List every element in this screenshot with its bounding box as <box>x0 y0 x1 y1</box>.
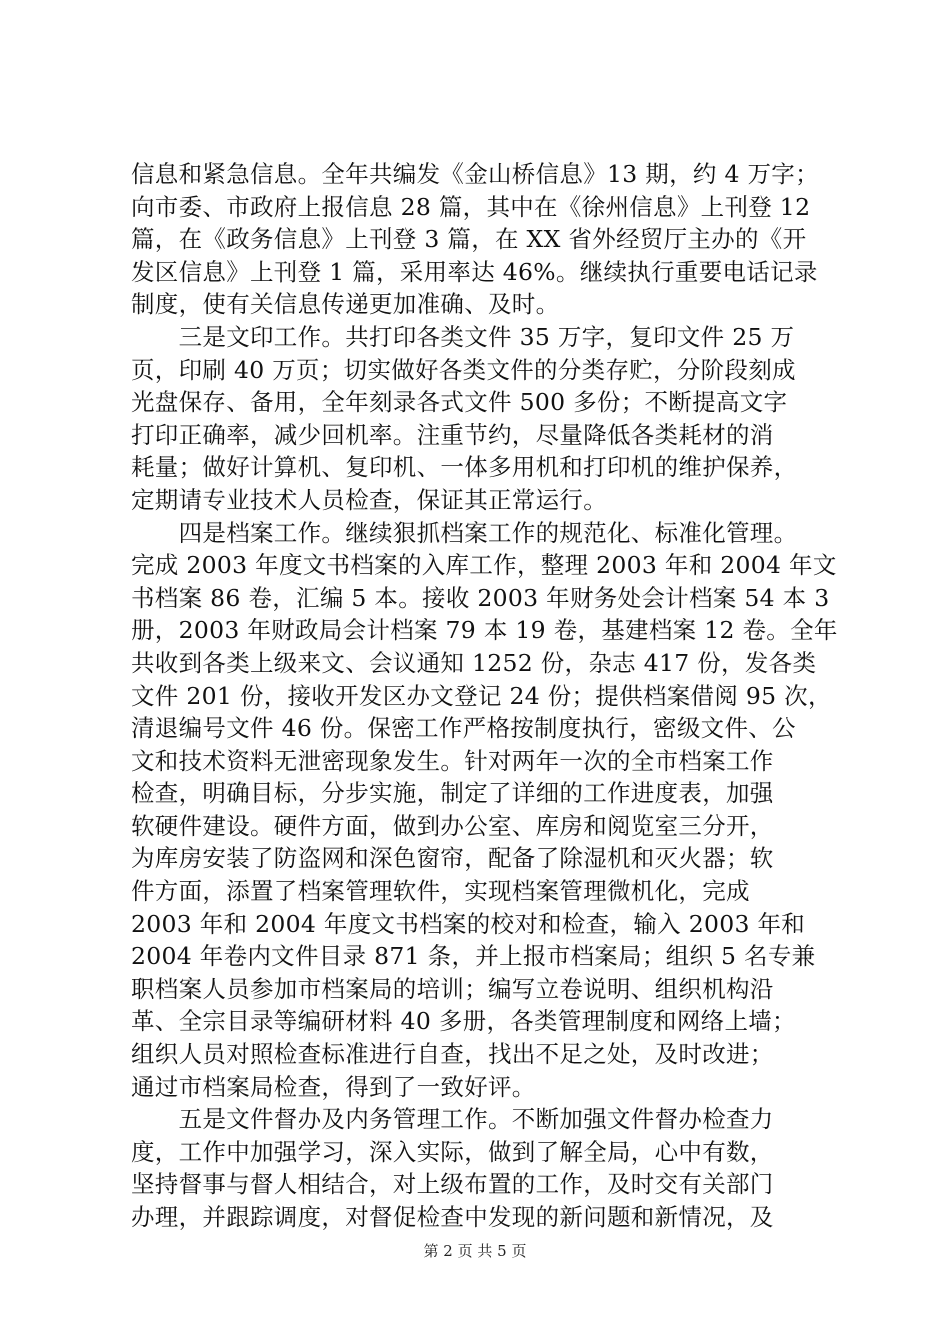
text-line: 革、全宗目录等编研材料 40 多册，各类管理制度和网络上墙； <box>131 1007 796 1036</box>
text-line: 共收到各类上级来文、会议通知 1252 份，杂志 417 份，发各类 <box>131 648 817 677</box>
text-line: 2004 年卷内文件目录 871 条，并上报市档案局；组织 5 名专兼 <box>131 942 816 971</box>
text-line: 职档案人员参加市档案局的培训；编写立卷说明、组织机构沿 <box>131 974 774 1003</box>
text-line: 办理，并跟踪调度，对督促检查中发现的新问题和新情况，及 <box>131 1203 774 1231</box>
text-line: 五是文件督办及内务管理工作。不断加强文件督办检查力 <box>131 1105 774 1134</box>
text-line: 书档案 86 卷，汇编 5 本。接收 2003 年财务处会计档案 54 本 3 <box>131 583 830 612</box>
text-line: 清退编号文件 46 份。保密工作严格按制度执行，密级文件、公 <box>131 714 796 743</box>
text-line: 打印正确率，减少回机率。注重节约，尽量降低各类耗材的消 <box>131 420 774 449</box>
text-line: 软硬件建设。硬件方面，做到办公室、库房和阅览室三分开， <box>131 811 774 840</box>
text-line: 坚持督事与督人相结合，对上级布置的工作，及时交有关部门 <box>131 1170 774 1199</box>
text-line: 组织人员对照检查标准进行自查，找出不足之处，及时改进； <box>131 1040 774 1069</box>
text-line: 发区信息》上刊登 1 篇，采用率达 46%。继续执行重要电话记录 <box>131 257 818 286</box>
text-line: 耗量；做好计算机、复印机、一体多用机和打印机的维护保养， <box>131 453 798 482</box>
text-line: 为库房安装了防盗网和深色窗帘，配备了除湿机和灭火器；软 <box>131 844 774 873</box>
text-line: 四是档案工作。继续狠抓档案工作的规范化、标准化管理。 <box>131 518 798 547</box>
text-line: 通过市档案局检查，得到了一致好评。 <box>131 1072 536 1101</box>
text-line: 信息和紧急信息。全年共编发《金山桥信息》13 期，约 4 万字； <box>131 160 819 188</box>
text-line: 件方面，添置了档案管理软件，实现档案管理微机化，完成 <box>131 877 750 906</box>
text-line: 篇，在《政务信息》上刊登 3 篇，在 XX 省外经贸厅主办的《开 <box>131 225 807 254</box>
text-line: 制度，使有关信息传递更加准确、及时。 <box>131 290 560 319</box>
text-line: 度，工作中加强学习，深入实际，做到了解全局，心中有数， <box>131 1137 774 1166</box>
text-line: 三是文印工作。共打印各类文件 35 万字，复印文件 25 万 <box>131 322 795 351</box>
text-line: 定期请专业技术人员检查，保证其正常运行。 <box>131 485 607 514</box>
text-line: 文和技术资料无泄密现象发生。针对两年一次的全市档案工作 <box>131 746 774 775</box>
text-line: 向市委、市政府上报信息 28 篇，其中在《徐州信息》上刊登 12 <box>131 192 811 221</box>
text-line: 页，印刷 40 万页；切实做好各类文件的分类存贮，分阶段刻成 <box>131 355 796 384</box>
text-line: 完成 2003 年度文书档案的入库工作，整理 2003 年和 2004 年文 <box>131 551 837 580</box>
text-line: 文件 201 份，接收开发区办文登记 24 份；提供档案借阅 95 次， <box>131 681 832 710</box>
text-line: 光盘保存、备用，全年刻录各式文件 500 多份；不断提高文字 <box>131 388 788 417</box>
text-line: 检查，明确目标，分步实施，制定了详细的工作进度表，加强 <box>131 779 774 808</box>
text-line: 册，2003 年财政局会计档案 79 本 19 卷，基建档案 12 卷。全年 <box>131 616 838 645</box>
page-number-footer: 第 2 页 共 5 页 <box>423 1242 527 1260</box>
document-body <box>131 158 838 1234</box>
text-line: 2003 年和 2004 年度文书档案的校对和检查，输入 2003 年和 <box>131 909 806 938</box>
